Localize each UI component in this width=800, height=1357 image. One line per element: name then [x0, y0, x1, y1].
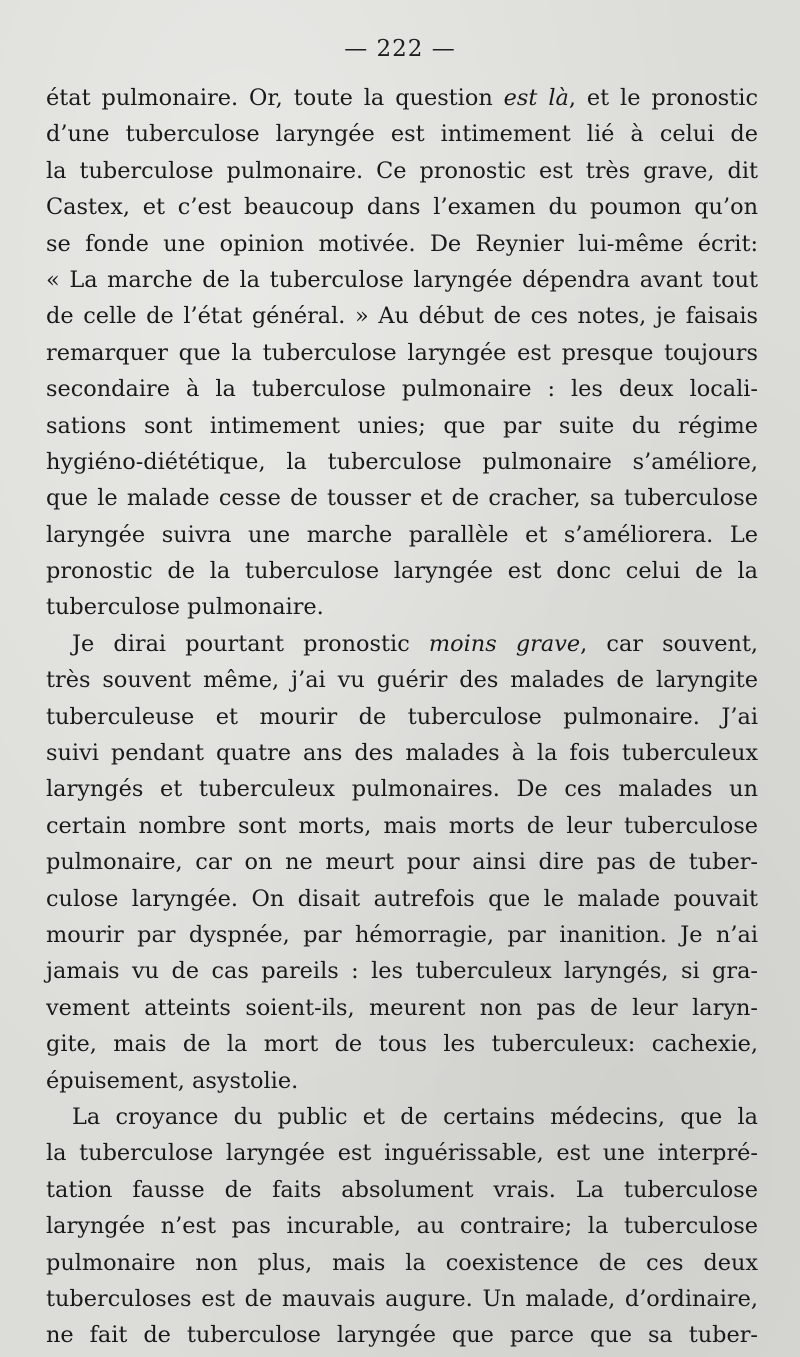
- italic-text: moins grave: [428, 630, 581, 657]
- text-segment: , car souvent,: [580, 630, 759, 657]
- text-line: [46, 917, 758, 953]
- text-line: [46, 553, 758, 589]
- text-line: [46, 371, 758, 407]
- text-segment: très souvent même, j’ai vu guérir des malades de laryngite: [46, 667, 758, 694]
- text-line: [46, 335, 758, 371]
- paragraph: [46, 80, 758, 626]
- text-line: [46, 844, 758, 880]
- text-segment: que le malade cesse de tousser et de cracher, sa tuberculose: [46, 485, 758, 512]
- text-segment: mourir par dyspnée, par hémorragie, par inanition. Je n’ai: [46, 921, 758, 948]
- text-segment: se fonde une opinion motivée. De Reynier lui-même écrit:: [46, 230, 758, 257]
- text-segment: La croyance du public et de certains médecins, que la: [72, 1103, 758, 1130]
- text-segment: Castex, et c’est beaucoup dans l’examen du poumon qu’on: [46, 194, 758, 221]
- text-line: [46, 480, 758, 516]
- text-line: [46, 444, 758, 480]
- text-segment: laryngée suivra une marche parallèle et s’améliorera. Le: [46, 521, 758, 548]
- text-line: [46, 189, 758, 225]
- text-line: [46, 771, 758, 807]
- text-segment: tation fausse de faits absolument vrais. La tuberculose: [46, 1176, 758, 1203]
- text-line: [46, 408, 758, 444]
- text-line: [46, 1245, 758, 1281]
- text-segment: tuberculose pulmonaire.: [46, 594, 324, 621]
- text-line: [46, 808, 758, 844]
- text-line: [46, 953, 758, 989]
- text-line: [46, 1172, 758, 1208]
- text-segment: pulmonaire, car on ne meurt pour ainsi dire pas de tuber-: [46, 849, 758, 876]
- text-segment: pulmonaire non plus, mais la coexistence de ces deux: [46, 1249, 758, 1276]
- text-segment: de celle de l’état général. » Au début de ces notes, je faisais: [46, 303, 758, 330]
- text-line: [46, 990, 758, 1026]
- text-segment: épuisement, asystolie.: [46, 1067, 299, 1094]
- text-segment: certain nombre sont morts, mais morts de leur tuberculose: [46, 812, 758, 839]
- text-line: [46, 589, 758, 625]
- text-segment: ne fait de tuberculose laryngée que parce que sa tuber-: [46, 1322, 758, 1349]
- text-line: [46, 626, 758, 662]
- text-line: [46, 881, 758, 917]
- text-line: [46, 1317, 758, 1353]
- text-segment: vement atteints soient-ils, meurent non pas de leur laryn-: [46, 994, 758, 1021]
- text-line: [46, 735, 758, 771]
- text-segment: la tuberculose laryngée est inguérissable, est une interpré-: [46, 1140, 758, 1167]
- text-segment: hygiéno-diététique, la tuberculose pulmonaire s’améliore,: [46, 448, 758, 475]
- text-segment: tuberculoses est de mauvais augure. Un malade, d’ordinaire,: [46, 1285, 758, 1312]
- text-line: [46, 1063, 758, 1099]
- text-segment: jamais vu de cas pareils : les tuberculeux laryngés, si gra-: [46, 958, 758, 985]
- text-segment: d’une tuberculose laryngée est intimement lié à celui de: [46, 121, 758, 148]
- text-line: [46, 1135, 758, 1171]
- text-segment: état pulmonaire. Or, toute la question: [46, 85, 504, 111]
- text-line: [46, 1281, 758, 1317]
- text-line: [46, 1026, 758, 1062]
- text-line: [46, 262, 758, 298]
- text-segment: , et le pronostic: [568, 85, 758, 111]
- text-line: [46, 699, 758, 735]
- paragraph: [46, 626, 758, 1099]
- text-segment: gite, mais de la mort de tous les tuberculeux: cachexie,: [46, 1031, 758, 1058]
- text-segment: laryngés et tuberculeux pulmonaires. De ces malades un: [46, 776, 758, 803]
- text-line: [46, 153, 758, 189]
- text-line: [46, 226, 758, 262]
- text-line: [46, 1099, 758, 1135]
- text-segment: « La marche de la tuberculose laryngée dépendra avant tout: [46, 266, 758, 293]
- text-line: [46, 80, 758, 116]
- text-segment: remarquer que la tuberculose laryngée est presque toujours: [46, 339, 758, 366]
- text-line: [46, 1208, 758, 1244]
- text-segment: culose laryngée. On disait autrefois que le malade pouvait: [46, 885, 758, 912]
- italic-text: est là: [503, 85, 569, 111]
- page-number: — 222 —: [344, 36, 456, 62]
- paragraph: [46, 1099, 758, 1354]
- text-segment: pronostic de la tuberculose laryngée est donc celui de la: [46, 558, 758, 585]
- text-segment: sations sont intimement unies; que par suite du régime: [46, 412, 758, 439]
- text-line: [46, 116, 758, 152]
- text-line: [46, 298, 758, 334]
- text-segment: secondaire à la tuberculose pulmonaire : les deux locali-: [46, 376, 758, 403]
- text-segment: laryngée n’est pas incurable, au contraire; la tuberculose: [46, 1213, 758, 1240]
- body-text: [46, 80, 758, 1354]
- text-segment: tuberculeuse et mourir de tuberculose pulmonaire. J’ai: [46, 703, 758, 730]
- text-line: [46, 517, 758, 553]
- text-segment: suivi pendant quatre ans des malades à la fois tuberculeux: [46, 740, 758, 767]
- text-segment: Je dirai pourtant pronostic: [72, 630, 429, 657]
- text-line: [46, 662, 758, 698]
- text-segment: la tuberculose pulmonaire. Ce pronostic est très grave, dit: [46, 157, 758, 184]
